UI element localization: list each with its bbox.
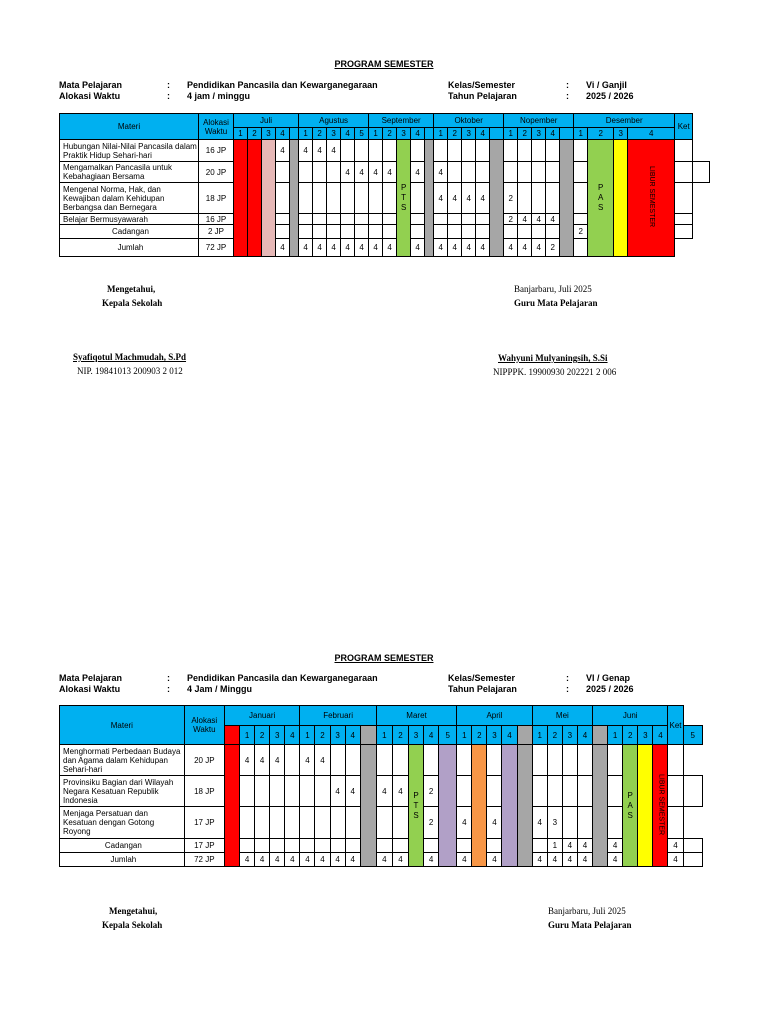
sem2-schedule-table [59, 705, 703, 867]
jp-cell: 16 JP [199, 140, 234, 162]
header-month-juli: Juli [234, 114, 299, 128]
week-header: 1 [300, 726, 315, 745]
week-value: 4 [476, 183, 490, 214]
sem1-kepsek-name: Syafiqotul Machmudah, S.Pd [73, 352, 187, 362]
week-header: 3 [532, 128, 546, 140]
jp-cell: 72 JP [199, 239, 234, 257]
yellow-cell [614, 140, 628, 257]
week-value: 4 [457, 853, 472, 867]
week-value: 4 [255, 745, 270, 776]
week-header: 1 [234, 128, 248, 140]
header-ket: Ket [668, 706, 683, 745]
holiday-cell [224, 745, 239, 867]
week-header: 3 [487, 726, 502, 745]
sem1-guru-label: Guru Mata Pelajaran [514, 298, 598, 308]
week-header: 2 [472, 726, 487, 745]
week-header: 4 [411, 128, 425, 140]
header-alokasi: Alokasi Waktu [199, 114, 234, 140]
week-header: 1 [299, 128, 313, 140]
sem1-kelas-value: Vi / Ganjil [586, 80, 627, 90]
week-value: 1 [547, 839, 562, 853]
week-value: 4 [518, 214, 532, 225]
materi-cell: Jumlah [60, 853, 185, 867]
week-value: 4 [315, 853, 330, 867]
jp-cell: 20 JP [184, 745, 224, 776]
header-month-januari: Januari [224, 706, 299, 726]
week-header: 1 [574, 128, 588, 140]
week-header: 2 [313, 128, 327, 140]
week-header: 3 [262, 128, 276, 140]
week-value: 4 [341, 162, 355, 183]
materi-cell: Mengamalkan Pancasila untuk Kebahagiaan Bersama [60, 162, 199, 183]
week-value: 4 [276, 239, 290, 257]
header-month-mei: Mei [532, 706, 592, 726]
week-value: 4 [608, 839, 623, 853]
sem1-title: PROGRAM SEMESTER [334, 59, 434, 69]
week-header: 1 [504, 128, 518, 140]
sem1-kepsek-nip: NIP. 19841013 200903 2 012 [77, 366, 183, 376]
week-value: 4 [547, 853, 562, 867]
sem1-colon: : [167, 91, 170, 101]
sem2-alokasi-label: Alokasi Waktu [59, 684, 121, 694]
week-value: 4 [369, 239, 383, 257]
week-value: 4 [240, 853, 255, 867]
week-header: 4 [341, 128, 355, 140]
week-value: 2 [504, 214, 518, 225]
week-header-spacer [290, 128, 299, 140]
week-header: 3 [614, 128, 628, 140]
week-header: 2 [248, 128, 262, 140]
sem2-title: PROGRAM SEMESTER [334, 653, 434, 663]
break-cell [517, 726, 532, 745]
sem1-guru-name: Wahyuni Mulyaningsih, S.Si [498, 353, 608, 363]
week-header: 2 [588, 128, 614, 140]
pts-cell: P T S [397, 140, 411, 257]
sem2-mengetahui: Mengetahui, [109, 906, 158, 916]
sem2-kelas-label: Kelas/Semester [448, 673, 516, 683]
week-header: 3 [397, 128, 411, 140]
week-value: 4 [330, 776, 345, 807]
materi-cell: Hubungan Nilai-Nilai Pancasila dalam Praktik Hidup Sehari-hari [60, 140, 199, 162]
header-month-nopember: Nopember [504, 114, 574, 128]
jp-cell: 18 JP [184, 776, 224, 807]
week-header: 2 [255, 726, 270, 745]
materi-cell: Belajar Bermusyawarah [60, 214, 199, 225]
week-header-spacer [490, 128, 504, 140]
holiday-cell [224, 726, 239, 745]
week-header: 4 [628, 128, 675, 140]
week-value: 4 [327, 140, 341, 162]
week-header: 4 [577, 726, 592, 745]
week-value: 4 [392, 776, 408, 807]
materi-cell: Menghormati Perbedaan Budaya dan Agama dalam Kehidupan Sehari-hari [60, 745, 185, 776]
holiday-cell [234, 140, 248, 257]
week-header: 3 [408, 726, 423, 745]
week-value: 4 [255, 853, 270, 867]
sem2-colon: : [566, 684, 569, 694]
purple-cell [502, 745, 517, 867]
break-cell [560, 140, 574, 257]
materi-cell: Cadangan [60, 839, 185, 853]
header-month-desember: Desember [574, 114, 675, 128]
week-value: 4 [487, 807, 502, 839]
libur-semester-cell: LIBUR SEMESTER [653, 745, 668, 867]
break-cell [593, 745, 608, 867]
sem2-colon: : [167, 673, 170, 683]
week-value: 4 [285, 853, 300, 867]
week-value: 4 [562, 839, 577, 853]
pas-cell: P A S [623, 745, 638, 867]
sem1-colon: : [167, 80, 170, 90]
week-value: 4 [327, 239, 341, 257]
week-header: 4 [502, 726, 517, 745]
week-value: 4 [355, 239, 369, 257]
holiday-cell [262, 140, 276, 257]
week-value: 2 [424, 807, 439, 839]
week-value: 4 [300, 745, 315, 776]
header-month-juni: Juni [593, 706, 668, 726]
week-header: 2 [623, 726, 638, 745]
week-header: 1 [369, 128, 383, 140]
jp-cell: 17 JP [184, 807, 224, 839]
materi-cell: Jumlah [60, 239, 199, 257]
week-header: 1 [457, 726, 472, 745]
week-header-spacer [425, 128, 434, 140]
holiday-cell [248, 140, 262, 257]
week-value: 4 [532, 807, 547, 839]
header-month-maret: Maret [376, 706, 456, 726]
week-value: 4 [424, 853, 439, 867]
week-header: 3 [270, 726, 285, 745]
sem2-kelas-value: VI / Genap [586, 673, 631, 683]
week-value: 4 [577, 839, 592, 853]
week-value: 4 [448, 183, 462, 214]
week-value: 4 [369, 162, 383, 183]
week-value: 4 [577, 853, 592, 867]
week-value: 4 [462, 239, 476, 257]
sem2-colon: : [566, 673, 569, 683]
week-header: 4 [345, 726, 360, 745]
sem1-colon: : [566, 91, 569, 101]
week-value: 4 [392, 853, 408, 867]
week-header: 3 [330, 726, 345, 745]
sem2-tahun-label: Tahun Pelajaran [448, 684, 517, 694]
week-value: 4 [434, 239, 448, 257]
header-month-februari: Februari [300, 706, 376, 726]
week-header: 4 [285, 726, 300, 745]
sem1-alokasi-value: 4 jam / minggu [187, 91, 251, 101]
break-cell [517, 745, 532, 867]
sem1-place-date: Banjarbaru, Juli 2025 [514, 284, 592, 294]
header-materi: Materi [60, 706, 185, 745]
week-value: 4 [276, 140, 290, 162]
week-value: 4 [504, 239, 518, 257]
header-materi: Materi [60, 114, 199, 140]
purple-cell [439, 745, 457, 867]
week-header: 2 [392, 726, 408, 745]
sem2-mapel-label: Mata Pelajaran [59, 673, 123, 683]
week-header: 3 [462, 128, 476, 140]
header-alokasi: Alokasi Waktu [184, 706, 224, 745]
week-value: 4 [434, 183, 448, 214]
week-header: 4 [424, 726, 439, 745]
week-value: 2 [504, 183, 518, 214]
sem2-guru-label: Guru Mata Pelajaran [548, 920, 632, 930]
week-header: 4 [476, 128, 490, 140]
week-header: 1 [434, 128, 448, 140]
sem1-schedule-table [59, 113, 710, 257]
break-cell [360, 726, 376, 745]
pts-cell: P T S [408, 745, 423, 867]
week-value: 4 [668, 839, 683, 853]
break-cell [593, 726, 608, 745]
week-value: 4 [434, 162, 448, 183]
week-value: 4 [532, 239, 546, 257]
break-cell [425, 140, 434, 257]
week-value: 4 [313, 140, 327, 162]
week-header: 5 [683, 726, 702, 745]
sem2-kepala-sekolah: Kepala Sekolah [102, 920, 163, 930]
week-value: 4 [330, 853, 345, 867]
week-value: 4 [668, 853, 683, 867]
week-value: 2 [546, 239, 560, 257]
sem1-alokasi-label: Alokasi Waktu [59, 91, 121, 101]
orange-cell [472, 745, 487, 867]
sem2-mapel-value: Pendidikan Pancasila dan Kewarganegaraan [187, 673, 378, 683]
break-cell [360, 745, 376, 867]
sem1-mapel-value: Pendidikan Pancasila dan Kewarganegaraan [187, 80, 378, 90]
week-value: 4 [546, 214, 560, 225]
week-header: 1 [608, 726, 623, 745]
week-value: 4 [411, 239, 425, 257]
materi-cell: Provinsiku Bagian dari Wilayah Negara Kesatuan Republik Indonesia [60, 776, 185, 807]
week-header: 2 [448, 128, 462, 140]
week-value: 4 [240, 745, 255, 776]
week-value: 4 [376, 853, 392, 867]
week-header: 5 [439, 726, 457, 745]
week-value: 4 [562, 853, 577, 867]
week-value: 4 [315, 745, 330, 776]
week-value: 4 [383, 162, 397, 183]
sem1-mengetahui: Mengetahui, [107, 284, 156, 294]
week-value: 4 [355, 162, 369, 183]
week-header: 3 [638, 726, 653, 745]
week-header: 1 [376, 726, 392, 745]
week-value: 4 [376, 776, 392, 807]
week-header: 2 [518, 128, 532, 140]
week-value: 4 [270, 853, 285, 867]
week-header: 4 [546, 128, 560, 140]
sem1-tahun-value: 2025 / 2026 [586, 91, 634, 101]
week-value: 4 [532, 853, 547, 867]
week-header: 3 [562, 726, 577, 745]
sem2-tahun-value: 2025 / 2026 [586, 684, 634, 694]
header-month-agustus: Agustus [299, 114, 369, 128]
week-value: 4 [345, 776, 360, 807]
week-value: 4 [411, 162, 425, 183]
jp-cell: 72 JP [184, 853, 224, 867]
week-value: 4 [300, 853, 315, 867]
week-header: 1 [240, 726, 255, 745]
week-value: 4 [341, 239, 355, 257]
week-header: 2 [547, 726, 562, 745]
week-header: 5 [355, 128, 369, 140]
sem2-colon: : [167, 684, 170, 694]
week-header-spacer [560, 128, 574, 140]
yellow-cell [638, 745, 653, 867]
sem2-place-date: Banjarbaru, Juli 2025 [548, 906, 626, 916]
jp-cell: 2 JP [199, 225, 234, 239]
week-value: 4 [487, 853, 502, 867]
week-value: 4 [345, 853, 360, 867]
week-value: 4 [518, 239, 532, 257]
week-value: 4 [532, 214, 546, 225]
sem1-guru-nip: NIPPPK. 19900930 202221 2 006 [493, 367, 617, 377]
week-header: 2 [383, 128, 397, 140]
sem1-kelas-label: Kelas/Semester [448, 80, 516, 90]
sem1-mapel-label: Mata Pelajaran [59, 80, 123, 90]
header-month-april: April [457, 706, 532, 726]
jp-cell: 16 JP [199, 214, 234, 225]
week-value: 4 [476, 239, 490, 257]
week-header: 4 [653, 726, 668, 745]
break-cell [490, 140, 504, 257]
header-month-september: September [369, 114, 434, 128]
week-value: 4 [457, 807, 472, 839]
materi-cell: Cadangan [60, 225, 199, 239]
sem1-kepala-sekolah: Kepala Sekolah [102, 298, 163, 308]
header-ket: Ket [675, 114, 693, 140]
week-value: 4 [270, 745, 285, 776]
sem1-colon: : [566, 80, 569, 90]
break-cell [290, 140, 299, 257]
week-value: 3 [547, 807, 562, 839]
jp-cell: 20 JP [199, 162, 234, 183]
sem2-alokasi-value: 4 Jam / Minggu [187, 684, 253, 694]
jp-cell: 17 JP [184, 839, 224, 853]
week-value: 2 [574, 225, 588, 239]
libur-semester-cell: LIBUR SEMESTER [628, 140, 675, 257]
week-header: 3 [327, 128, 341, 140]
week-header: 4 [276, 128, 290, 140]
sem1-tahun-label: Tahun Pelajaran [448, 91, 517, 101]
week-value: 4 [608, 853, 623, 867]
week-value: 4 [462, 183, 476, 214]
week-value: 4 [448, 239, 462, 257]
week-value: 4 [299, 140, 313, 162]
week-value: 4 [383, 239, 397, 257]
header-month-oktober: Oktober [434, 114, 504, 128]
jp-cell: 18 JP [199, 183, 234, 214]
week-header: 2 [315, 726, 330, 745]
week-value: 4 [313, 239, 327, 257]
pas-cell: P A S [588, 140, 614, 257]
materi-cell: Menjaga Persatuan dan Kesatuan dengan Gotong Royong [60, 807, 185, 839]
week-header: 1 [532, 726, 547, 745]
week-value: 4 [299, 239, 313, 257]
week-value: 2 [424, 776, 439, 807]
materi-cell: Mengenal Norma, Hak, dan Kewajiban dalam Kehidupan Berbangsa dan Bernegara [60, 183, 199, 214]
